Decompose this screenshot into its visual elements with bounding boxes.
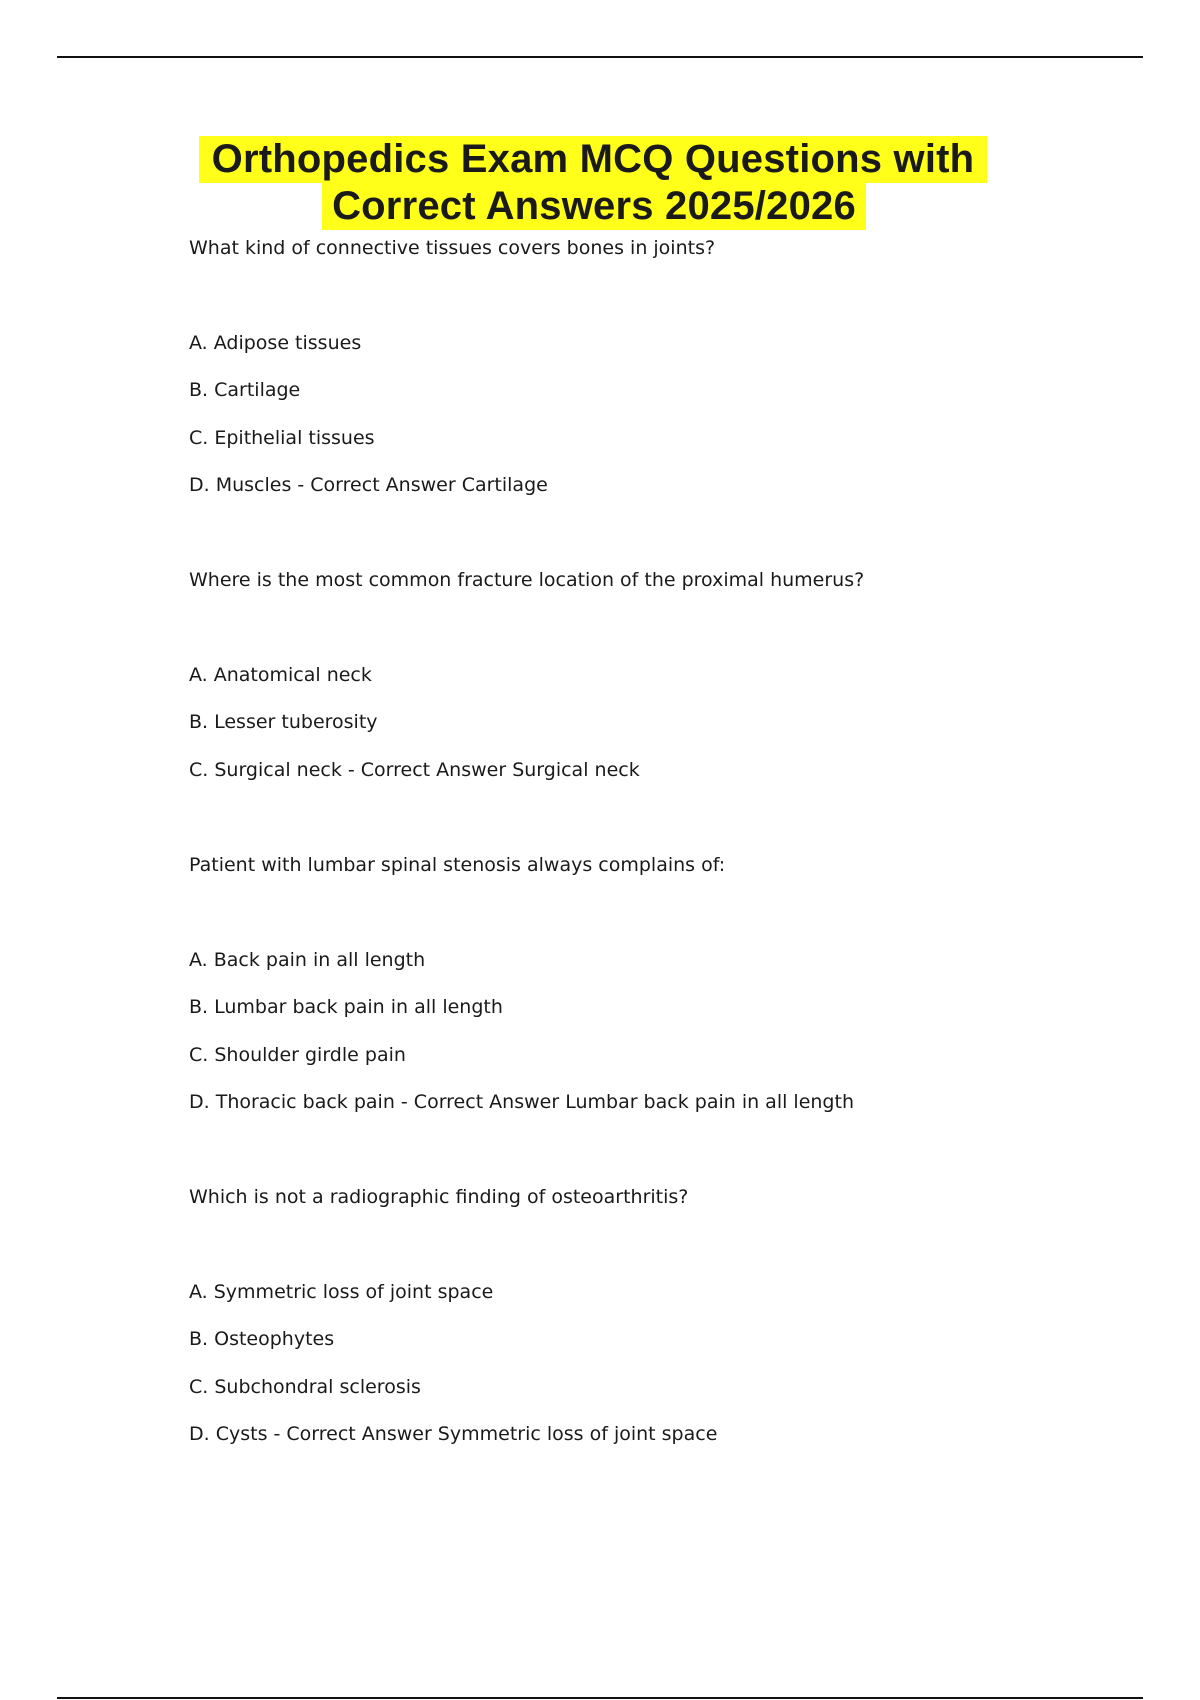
question-4-option-a: A. Symmetric loss of joint space xyxy=(189,1281,494,1303)
question-4-option-d: D. Cysts - Correct Answer Symmetric loss of joint space xyxy=(189,1423,718,1445)
footer-rule xyxy=(57,1697,1143,1699)
question-1: What kind of connective tissues covers bones in joints? xyxy=(189,237,716,259)
question-3-option-c: C. Shoulder girdle pain xyxy=(189,1044,406,1066)
question-3-option-a: A. Back pain in all length xyxy=(189,949,426,971)
question-3-option-d: D. Thoracic back pain - Correct Answer Lumbar back pain in all length xyxy=(189,1091,854,1113)
question-4-option-c: C. Subchondral sclerosis xyxy=(189,1376,421,1398)
question-4: Which is not a radiographic finding of osteoarthritis? xyxy=(189,1186,689,1208)
question-1-option-a: A. Adipose tissues xyxy=(189,332,362,354)
question-1-option-c: C. Epithelial tissues xyxy=(189,427,375,449)
question-2: Where is the most common fracture location of the proximal humerus? xyxy=(189,569,865,591)
question-2-option-a: A. Anatomical neck xyxy=(189,664,372,686)
question-3: Patient with lumbar spinal stenosis always complains of: xyxy=(189,854,726,876)
question-2-option-c: C. Surgical neck - Correct Answer Surgical neck xyxy=(189,759,640,781)
title-line-2: Correct Answers 2025/2026 xyxy=(322,183,866,230)
question-3-option-b: B. Lumbar back pain in all length xyxy=(189,996,503,1018)
question-1-option-d: D. Muscles - Correct Answer Cartilage xyxy=(189,474,548,496)
question-1-option-b: B. Cartilage xyxy=(189,379,301,401)
header-rule xyxy=(57,56,1143,58)
question-2-option-b: B. Lesser tuberosity xyxy=(189,711,378,733)
question-4-option-b: B. Osteophytes xyxy=(189,1328,335,1350)
title-line-1: Orthopedics Exam MCQ Questions with xyxy=(199,136,987,183)
